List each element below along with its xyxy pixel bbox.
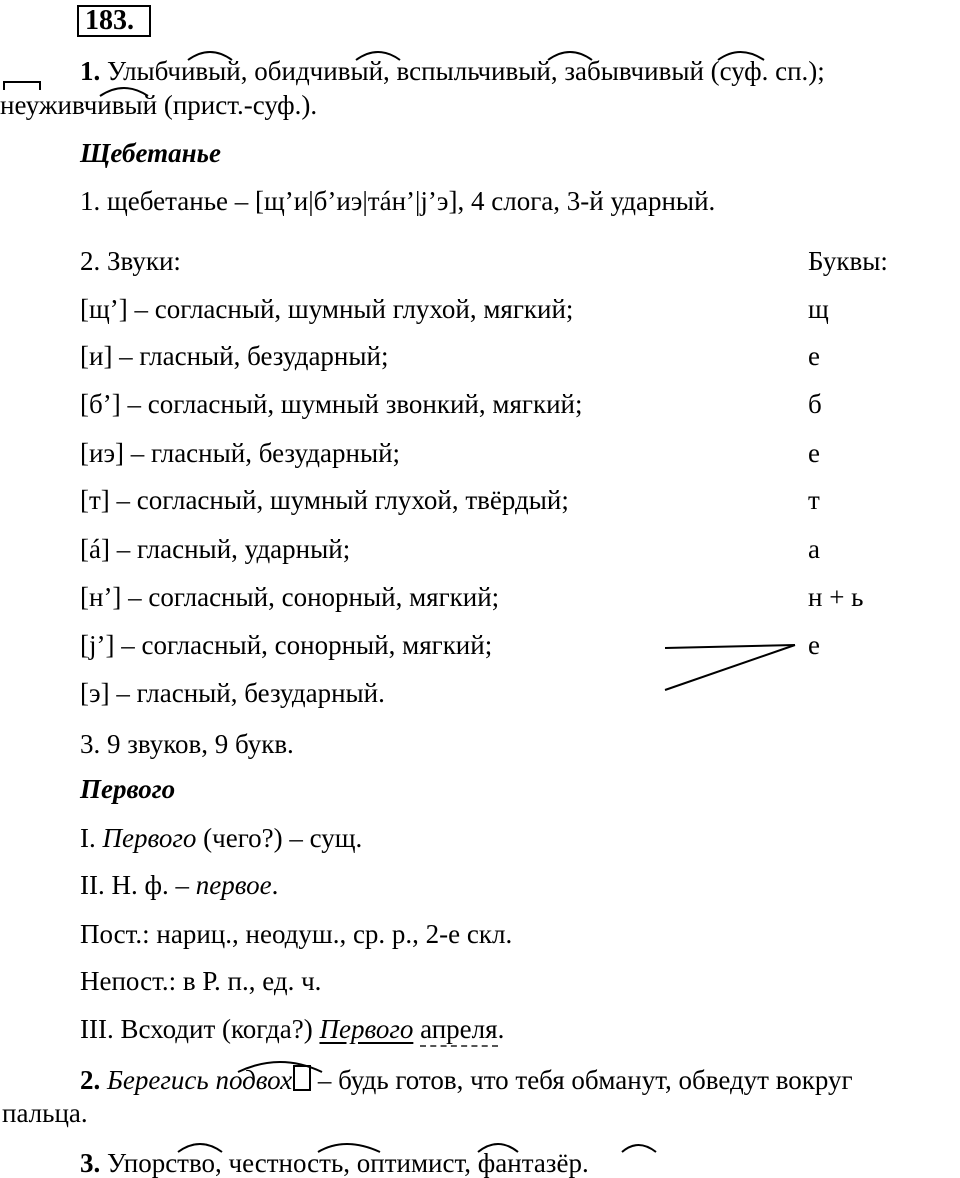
sound-row: [щ’] – согласный, шумный глухой, мягкий; <box>80 294 574 324</box>
task2-rest: – будь готов, что тебя обманут, обведут вокруг <box>311 1065 853 1095</box>
sound-row: [б’] – согласный, шумный звонкий, мягкий; <box>80 389 583 419</box>
letter-cell: н + ь <box>808 582 864 612</box>
task2-phrase: Берегись <box>107 1065 216 1095</box>
task1-words: Улыбчивый, обидчивый, вспыльчивый, забывчивый (суф. сп.); <box>107 56 825 86</box>
suffix-arc <box>622 1145 656 1152</box>
sound-row: [j’] – согласный, сонорный, мягкий; <box>80 630 493 660</box>
letter-cell: е <box>808 341 820 371</box>
word2-line4: Непост.: в Р. п., ед. ч. <box>80 966 322 996</box>
word2-line1-prefix: I. <box>80 823 103 853</box>
letter-cell: е <box>808 438 820 468</box>
task3-words: Упорство, честность, оптимист, фантазёр. <box>107 1148 589 1178</box>
task2-word-stem: подвох <box>215 1065 293 1095</box>
word2-sentence-word2: апреля <box>420 1014 497 1047</box>
letter-cell: щ <box>808 294 829 324</box>
word2-line5-prefix: III. Всходит (когда?) <box>80 1014 320 1044</box>
word2-initial-form: первое <box>195 870 272 900</box>
task1-line1 <box>80 58 825 85</box>
word2-line5 <box>80 1016 504 1043</box>
letter-cell: б <box>808 389 822 419</box>
ending-box <box>293 1065 311 1091</box>
transcription-text: 1. щебетанье – [щ’и|б’иэ|тáн’|j’э], 4 слога, 3-й ударный. <box>80 186 716 216</box>
word2-line5-end: . <box>497 1014 505 1044</box>
link-line <box>665 645 795 690</box>
sound-row: [т] – согласный, шумный глухой, твёрдый; <box>80 485 569 515</box>
word2-line2-prefix: II. Н. ф. – <box>80 870 196 900</box>
sound-row: [и] – гласный, безударный; <box>80 341 389 371</box>
word2-line2 <box>80 872 278 899</box>
letter-cell: т <box>808 485 820 515</box>
sounds-header: 2. Звуки: <box>80 246 181 276</box>
word2-sentence-word: Первого <box>319 1014 414 1044</box>
exercise-number: 183. <box>77 5 151 37</box>
task1-line2: неуживчивый (прист.-суф.). <box>0 90 318 120</box>
link-line <box>665 645 795 648</box>
task2-number: 2. <box>80 1065 101 1095</box>
sound-row: [иэ] – гласный, безударный; <box>80 438 401 468</box>
word2-line1-rest: (чего?) – сущ. <box>196 823 363 853</box>
word2-line1-word: Первого <box>102 823 197 853</box>
word1-total: 3. 9 звуков, 9 букв. <box>80 729 294 759</box>
letter-cell: е <box>808 630 820 660</box>
word2-line3: Пост.: нариц., неодуш., ср. р., 2-е скл. <box>80 919 513 949</box>
word2-line1 <box>80 825 362 852</box>
letter-cell: а <box>808 534 820 564</box>
sound-row: [н’] – согласный, сонорный, мягкий; <box>80 582 500 612</box>
word2-heading: Первого <box>80 774 176 804</box>
task2-line2: пальца. <box>2 1098 88 1128</box>
sound-row: [э] – гласный, безударный. <box>80 678 385 708</box>
word2-line2-end: . <box>271 870 279 900</box>
prefix-bracket <box>4 82 40 90</box>
transcription-line <box>80 188 715 215</box>
task2-line1 <box>80 1065 853 1094</box>
task3-line <box>80 1150 589 1177</box>
word1-heading: Щебетанье <box>80 138 221 168</box>
task1-number: 1. <box>80 56 101 86</box>
sound-row: [á] – гласный, ударный; <box>80 534 351 564</box>
task3-number: 3. <box>80 1148 101 1178</box>
letters-header: Буквы: <box>808 246 888 276</box>
